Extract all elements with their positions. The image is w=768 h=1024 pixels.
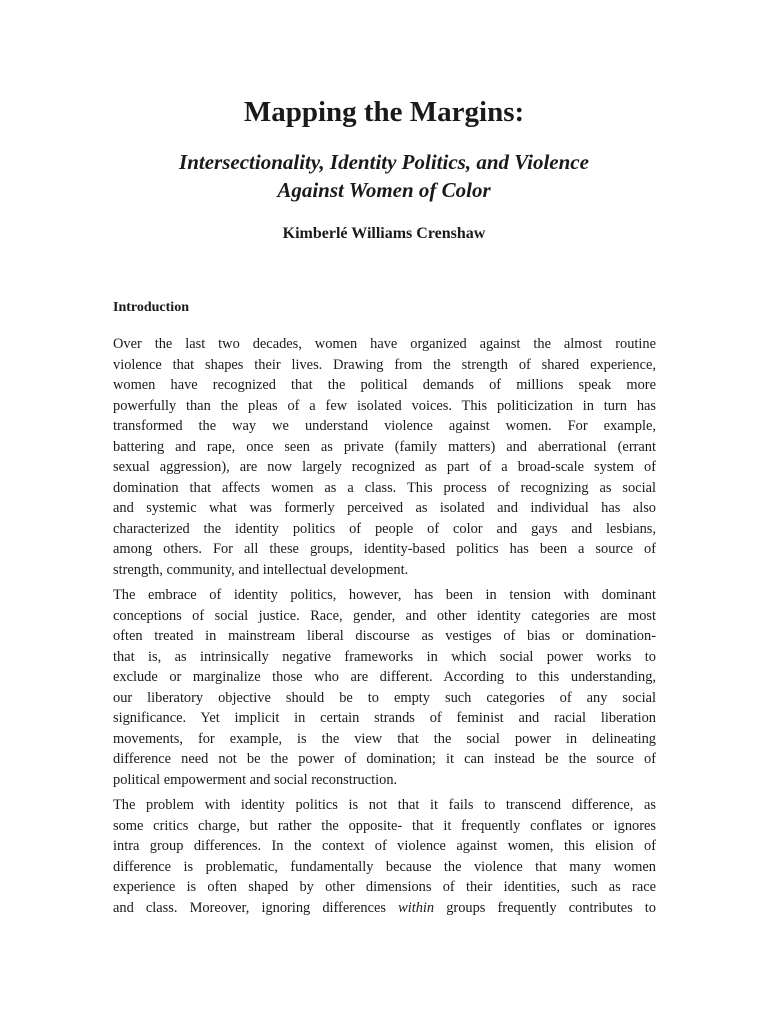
paragraph-line: often treated in mainstream liberal discourse as vestiges of bias or domination- (113, 628, 656, 644)
document-subtitle (0, 148, 768, 204)
paragraph-3 (113, 795, 656, 918)
paragraph-line: some critics charge, but rather the opposite- that it frequently conflates or ignores (113, 817, 656, 834)
paragraph-line: Over the last two decades, women have organized against the almost routine (113, 336, 656, 352)
document-title: Mapping the Margins: (243, 96, 525, 128)
paragraph-line: among others. For all these groups, identity-based politics has been a source of (113, 541, 656, 557)
paragraph-line: powerfully than the pleas of a few isolated voices. This politicization in turn has (113, 397, 656, 414)
section-heading: Introduction (113, 300, 189, 315)
emphasis-text: within (398, 899, 435, 916)
paragraph-line: strength, community, and intellectual development. (113, 561, 409, 578)
paragraph-line: battering and rape, once seen as private (family matters) and aberrational (errant (113, 438, 656, 455)
paragraph-line: exclude or marginalize those who are different. According to this understanding, (113, 669, 656, 685)
paragraph-line: difference is problematic, fundamentally because the violence that many women (113, 858, 656, 875)
paragraph-line: movements, for example, is the view that the social power in delineating (113, 730, 656, 747)
paragraph-line: and systemic what was formerly perceived as isolated and individual has also (113, 500, 656, 516)
paragraph-line: The problem with identity politics is not that it fails to transcend difference, as (113, 797, 656, 813)
line-tail: groups frequently contributes to (434, 899, 656, 916)
paragraph-1 (113, 334, 656, 580)
paragraph-2 (113, 585, 656, 790)
paragraph-line: conceptions of social justice. Race, gender, and other identity categories are most (113, 607, 656, 624)
paragraph-line: transformed the way we understand violence against women. For example, (113, 418, 656, 434)
paragraph-line: women have recognized that the political demands of millions speak more (113, 377, 656, 393)
paragraph-line: characterized the identity politics of people of color and gays and lesbians, (113, 520, 656, 537)
paragraph-line: sexual aggression), are now largely recognized as part of a broad-scale system of (113, 459, 656, 475)
paragraph-line: political empowerment and social reconstruction. (113, 771, 398, 788)
subtitle-line-1: Intersectionality, Identity Politics, and Violence (179, 150, 589, 174)
paragraph-line: experience is often shaped by other dimensions of their identities, such as race (113, 879, 656, 895)
paragraph-line: intra group differences. In the context of violence against women, this elision of (113, 838, 656, 854)
paragraph-line: our liberatory objective should be to empty such categories of any social (113, 689, 656, 706)
paragraph-line-final (113, 898, 656, 919)
subtitle-line-2: Against Women of Color (277, 178, 491, 202)
author-name: Kimberlé Williams Crenshaw (282, 225, 486, 242)
paragraph-line: significance. Yet implicit in certain strands of feminist and racial liberation (113, 710, 656, 726)
paragraph-line: violence that shapes their lives. Drawing from the strength of shared experience, (113, 356, 656, 373)
paragraph-line: difference need not be the power of domination; it can instead be the source of (113, 751, 656, 767)
paragraph-line: domination that affects women as a class. This process of recognizing as social (113, 479, 656, 496)
paragraph-line: that is, as intrinsically negative frameworks in which social power works to (113, 648, 656, 665)
line-text: and class. Moreover, ignoring differences (113, 899, 399, 916)
paragraph-line: The embrace of identity politics, however, has been in tension with dominant (113, 587, 656, 603)
